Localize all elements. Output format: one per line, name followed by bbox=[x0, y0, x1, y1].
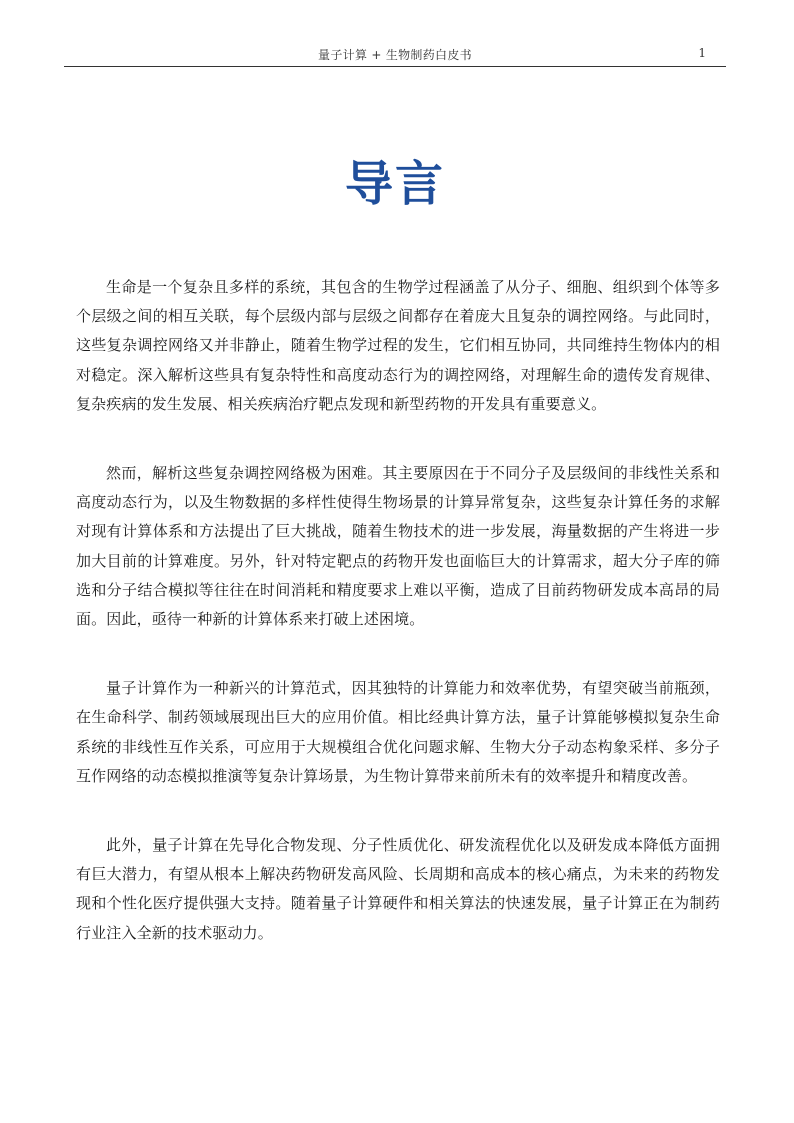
page-header bbox=[64, 44, 726, 67]
paragraph-1: 生命是一个复杂且多样的系统，其包含的生物学过程涵盖了从分子、细胞、组织到个体等多个层级之间的相互关联，每个层级内部与层级之间都存在着庞大且复杂的调控网络。与此同时，这些复杂调控网络又并非静止，随着生物学过程的发生，它们相互协同，共同维持生物体内的相对稳定。深入解析这些具有复杂特性和高度动态行为的调控网络，对理解生命的遗传发育规律、复杂疾病的发生发展、相关疾病治疗靶点发现和新型药物的开发具有重要意义。 bbox=[76, 278, 720, 413]
page-number: 1 bbox=[698, 46, 706, 60]
page-title: 导言 bbox=[344, 156, 445, 212]
paragraph-3: 量子计算作为一种新兴的计算范式，因其独特的计算能力和效率优势，有望突破当前瓶颈，在生命科学、制药领域展现出巨大的应用价值。相比经典计算方法，量子计算能够模拟复杂生命系统的非线性互作关系，可应用于大规模组合优化问题求解、生物大分子动态构象采样、多分子互作网络的动态模拟推演等复杂计算场景，为生物计算带来前所未有的效率提升和精度改善。 bbox=[76, 679, 720, 785]
paragraph-2: 然而，解析这些复杂调控网络极为困难。其主要原因在于不同分子及层级间的非线性关系和高度动态行为，以及生物数据的多样性使得生物场景的计算异常复杂，这些复杂计算任务的求解对现有计算体系和方法提出了巨大挑战，随着生物技术的进一步发展，海量数据的产生将进一步加大目前的计算难度。另外，针对特定靶点的药物开发也面临巨大的计算需求，超大分子库的筛选和分子结合模拟等往往在时间消耗和精度要求上难以平衡，造成了目前药物研发成本高昂的局面。因此，亟待一种新的计算体系来打破上述困境。 bbox=[76, 464, 720, 629]
header-title: 量子计算 + 生物制药白皮书 bbox=[318, 48, 472, 62]
paragraph-4: 此外，量子计算在先导化合物发现、分子性质优化、研发流程优化以及研发成本降低方面拥有巨大潜力，有望从根本上解决药物研发高风险、长周期和高成本的核心痛点，为未来的药物发现和个性化医疗提供强大支持。随着量子计算硬件和相关算法的快速发展，量子计算正在为制药行业注入全新的技术驱动力。 bbox=[76, 836, 720, 942]
body-text bbox=[76, 273, 720, 988]
